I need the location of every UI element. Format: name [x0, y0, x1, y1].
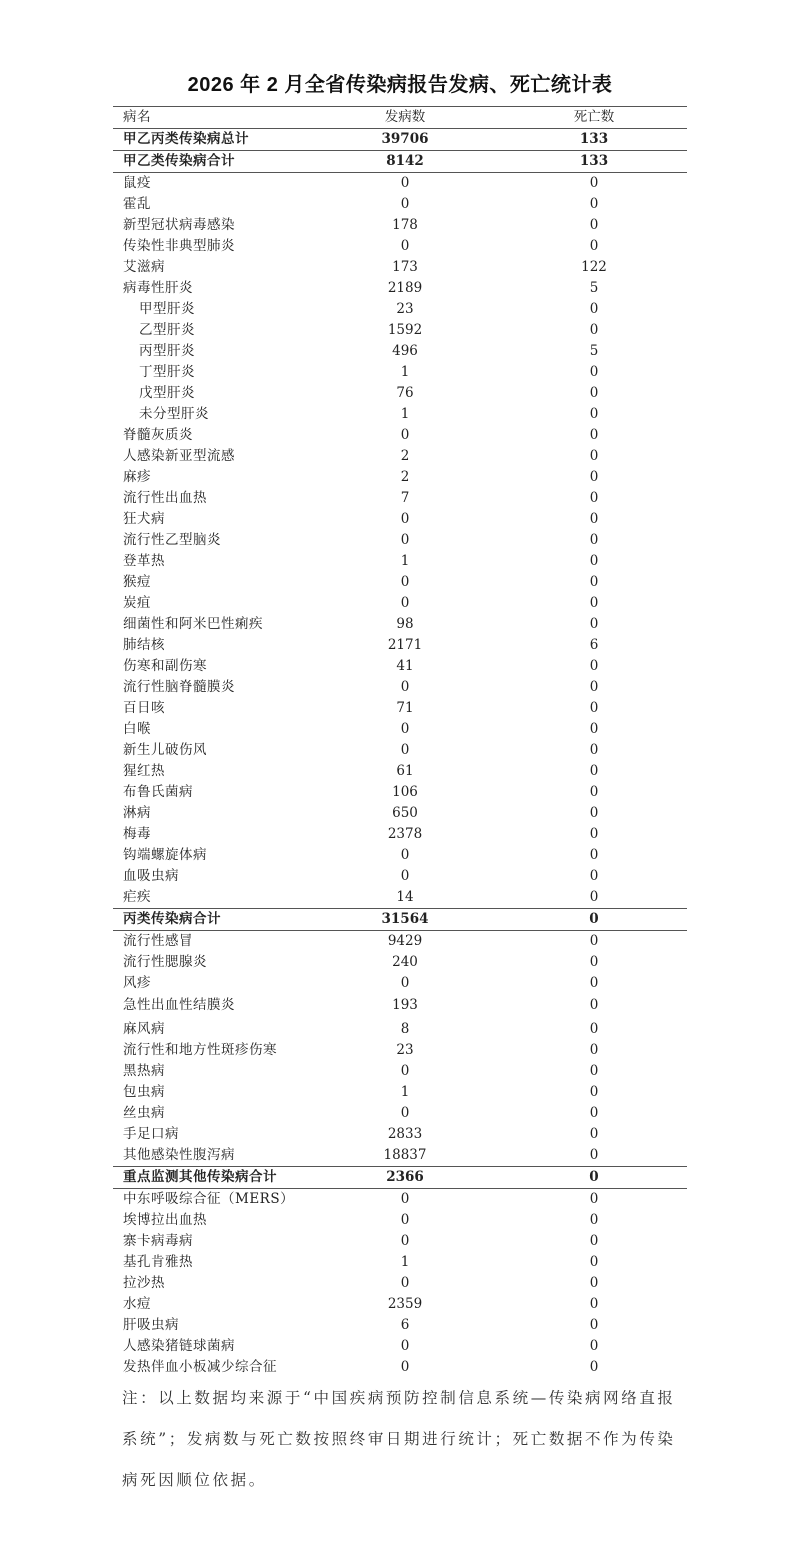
death-count: 0 — [589, 763, 599, 779]
header-cases: 发病数 — [384, 109, 426, 125]
table-row — [113, 614, 687, 635]
table-row — [113, 1040, 687, 1061]
table-row — [113, 656, 687, 677]
case-count: 0 — [400, 868, 410, 884]
case-count: 1 — [400, 1254, 410, 1270]
disease-name: 脊髓灰质炎 — [123, 427, 193, 443]
disease-name: 急性出血性结膜炎 — [123, 997, 235, 1013]
death-count: 0 — [589, 1212, 599, 1228]
death-count: 0 — [589, 217, 599, 233]
disease-name: 猩红热 — [123, 763, 165, 779]
table-row — [113, 952, 687, 973]
death-count: 0 — [589, 1317, 599, 1333]
disease-name: 乙型肝炎 — [139, 322, 195, 338]
case-count: 0 — [400, 1275, 410, 1291]
disease-name: 手足口病 — [123, 1126, 179, 1142]
disease-name: 流行性感冒 — [123, 933, 193, 949]
death-count: 133 — [579, 153, 609, 169]
disease-name: 麻风病 — [123, 1021, 165, 1037]
table-row — [113, 1189, 687, 1210]
table-row — [113, 761, 687, 782]
table-row — [113, 1103, 687, 1124]
death-count: 0 — [589, 1126, 599, 1142]
disease-name: 流行性脑脊髓膜炎 — [123, 679, 235, 695]
disease-name: 疟疾 — [123, 889, 151, 905]
disease-name: 百日咳 — [123, 700, 165, 716]
case-count: 0 — [400, 1191, 410, 1207]
death-count: 0 — [589, 784, 599, 800]
disease-name: 包虫病 — [123, 1084, 165, 1100]
disease-name: 甲乙类传染病合计 — [123, 153, 235, 169]
death-count: 0 — [589, 1254, 599, 1270]
disease-name: 艾滋病 — [123, 259, 165, 275]
disease-name: 重点监测其他传染病合计 — [123, 1169, 277, 1185]
table-row — [113, 425, 687, 446]
disease-name: 丝虫病 — [123, 1105, 165, 1121]
disease-name: 流行性乙型脑炎 — [123, 532, 221, 548]
case-count: 14 — [396, 889, 414, 905]
death-count: 0 — [589, 175, 599, 191]
table-row — [113, 509, 687, 530]
disease-name: 发热伴血小板减少综合征 — [123, 1359, 277, 1375]
table-row — [113, 931, 687, 952]
table-row — [113, 467, 687, 488]
case-count: 1592 — [387, 322, 423, 338]
disease-name: 中东呼吸综合征（MERS） — [123, 1191, 295, 1207]
death-count: 0 — [589, 911, 599, 927]
table-subtotal-row — [113, 151, 687, 173]
case-count: 178 — [392, 217, 418, 233]
disease-name: 丁型肝炎 — [139, 364, 195, 380]
table-row — [113, 446, 687, 467]
case-count: 2378 — [387, 826, 423, 842]
death-count: 0 — [589, 427, 599, 443]
death-count: 0 — [589, 448, 599, 464]
death-count: 0 — [589, 847, 599, 863]
disease-name: 伤寒和副伤寒 — [123, 658, 207, 674]
table-row — [113, 215, 687, 236]
disease-name: 流行性出血热 — [123, 490, 207, 506]
disease-name: 淋病 — [123, 805, 151, 821]
death-count: 0 — [589, 679, 599, 695]
table-subtotal-row — [113, 1166, 687, 1189]
case-count: 2366 — [386, 1169, 424, 1185]
death-count: 0 — [589, 721, 599, 737]
table-row — [113, 1061, 687, 1082]
table-row — [113, 362, 687, 383]
case-count: 193 — [392, 997, 418, 1013]
death-count: 0 — [589, 196, 599, 212]
footnote: 注：以上数据均来源于“中国疾病预防控制信息系统—传染病网络直报系统”；发病数与死亡数按照终审日期进行统计；死亡数据不作为传染病死因顺位依据。 — [122, 1389, 676, 1489]
table-row — [113, 1252, 687, 1273]
case-count: 6 — [400, 1317, 410, 1333]
disease-name: 白喉 — [123, 721, 151, 737]
case-count: 7 — [400, 490, 410, 506]
death-count: 0 — [589, 1338, 599, 1354]
disease-name: 流行性和地方性斑疹伤寒 — [123, 1042, 277, 1058]
disease-name: 未分型肝炎 — [139, 406, 209, 422]
disease-name: 布鲁氏菌病 — [123, 784, 193, 800]
death-count: 0 — [589, 742, 599, 758]
table-row — [113, 194, 687, 215]
case-count: 61 — [396, 763, 414, 779]
disease-name: 新生儿破伤风 — [123, 742, 207, 758]
death-count: 0 — [589, 511, 599, 527]
case-count: 173 — [392, 259, 418, 275]
death-count: 5 — [589, 280, 599, 296]
death-count: 0 — [589, 826, 599, 842]
case-count: 0 — [400, 595, 410, 611]
case-count: 1 — [400, 364, 410, 380]
death-count: 0 — [589, 1296, 599, 1312]
table-row — [113, 572, 687, 593]
disease-name: 其他感染性腹泻病 — [123, 1147, 235, 1163]
table-row — [113, 1273, 687, 1294]
case-count: 106 — [392, 784, 418, 800]
table-row — [113, 824, 687, 845]
table-row — [113, 635, 687, 656]
statistics-table — [113, 106, 687, 1378]
case-count: 1 — [400, 406, 410, 422]
table-row — [113, 383, 687, 404]
case-count: 18837 — [383, 1147, 427, 1163]
death-count: 0 — [589, 490, 599, 506]
table-row — [113, 1124, 687, 1145]
death-count: 0 — [589, 301, 599, 317]
disease-name: 人感染新亚型流感 — [123, 448, 235, 464]
death-count: 0 — [589, 616, 599, 632]
death-count: 0 — [589, 574, 599, 590]
death-count: 0 — [589, 1063, 599, 1079]
case-count: 76 — [396, 385, 414, 401]
table-row — [113, 278, 687, 299]
case-count: 650 — [392, 805, 418, 821]
death-count: 0 — [589, 1147, 599, 1163]
death-count: 0 — [589, 1359, 599, 1375]
table-body — [113, 129, 687, 1378]
case-count: 0 — [400, 574, 410, 590]
death-count: 0 — [589, 1021, 599, 1037]
table-row — [113, 845, 687, 866]
case-count: 0 — [400, 427, 410, 443]
table-row — [113, 1019, 687, 1040]
case-count: 9429 — [387, 933, 423, 949]
disease-name: 人感染猪链球菌病 — [123, 1338, 235, 1354]
case-count: 0 — [400, 196, 410, 212]
death-count: 0 — [589, 805, 599, 821]
table-row — [113, 488, 687, 509]
disease-name: 基孔肯雅热 — [123, 1254, 193, 1270]
disease-name: 血吸虫病 — [123, 868, 179, 884]
table-header-row — [113, 107, 687, 129]
disease-name: 寨卡病毒病 — [123, 1233, 193, 1249]
table-row — [113, 1145, 687, 1166]
table-row — [113, 299, 687, 320]
death-count: 0 — [589, 868, 599, 884]
death-count: 133 — [579, 131, 609, 147]
table-row — [113, 341, 687, 362]
table-subtotal-row — [113, 908, 687, 931]
death-count: 0 — [589, 1042, 599, 1058]
disease-name: 传染性非典型肺炎 — [123, 238, 235, 254]
disease-name: 黑热病 — [123, 1063, 165, 1079]
death-count: 0 — [589, 385, 599, 401]
disease-name: 炭疽 — [123, 595, 151, 611]
case-count: 8 — [400, 1021, 410, 1037]
death-count: 0 — [589, 238, 599, 254]
disease-name: 霍乱 — [123, 196, 151, 212]
death-count: 0 — [589, 975, 599, 991]
disease-name: 梅毒 — [123, 826, 151, 842]
table-row — [113, 530, 687, 551]
case-count: 0 — [400, 1338, 410, 1354]
death-count: 0 — [589, 700, 599, 716]
case-count: 2359 — [387, 1296, 423, 1312]
page-title: 2026 年 2 月全省传染病报告发病、死亡统计表 — [187, 74, 613, 96]
table-row — [113, 782, 687, 803]
case-count: 0 — [400, 238, 410, 254]
case-count: 39706 — [381, 131, 429, 147]
case-count: 0 — [400, 1105, 410, 1121]
table-row — [113, 677, 687, 698]
death-count: 0 — [589, 322, 599, 338]
disease-name: 水痘 — [123, 1296, 151, 1312]
case-count: 0 — [400, 1233, 410, 1249]
disease-name: 病毒性肝炎 — [123, 280, 193, 296]
disease-name: 登革热 — [123, 553, 165, 569]
death-count: 0 — [589, 1275, 599, 1291]
case-count: 1 — [400, 553, 410, 569]
table-row — [113, 1294, 687, 1315]
table-row — [113, 698, 687, 719]
table-row — [113, 257, 687, 278]
death-count: 0 — [589, 1169, 599, 1185]
case-count: 0 — [400, 1212, 410, 1228]
table-row — [113, 1231, 687, 1252]
disease-name: 肺结核 — [123, 637, 165, 653]
disease-name: 风疹 — [123, 975, 151, 991]
disease-name: 猴痘 — [123, 574, 151, 590]
table-row — [113, 173, 687, 194]
disease-name: 肝吸虫病 — [123, 1317, 179, 1333]
table-row — [113, 1315, 687, 1336]
death-count: 0 — [589, 954, 599, 970]
case-count: 2171 — [387, 637, 423, 653]
case-count: 0 — [400, 847, 410, 863]
table-row — [113, 866, 687, 887]
death-count: 0 — [589, 997, 599, 1013]
death-count: 0 — [589, 933, 599, 949]
case-count: 23 — [396, 1042, 414, 1058]
death-count: 122 — [581, 259, 607, 275]
disease-name: 丙型肝炎 — [139, 343, 195, 359]
case-count: 2833 — [387, 1126, 423, 1142]
disease-name: 戊型肝炎 — [139, 385, 195, 401]
case-count: 98 — [396, 616, 414, 632]
death-count: 0 — [589, 889, 599, 905]
disease-name: 新型冠状病毒感染 — [123, 217, 235, 233]
header-deaths: 死亡数 — [573, 109, 615, 125]
death-count: 0 — [589, 364, 599, 380]
table-row — [113, 236, 687, 257]
disease-name: 狂犬病 — [123, 511, 165, 527]
death-count: 0 — [589, 1105, 599, 1121]
table-row — [113, 803, 687, 824]
death-count: 0 — [589, 658, 599, 674]
case-count: 31564 — [381, 911, 429, 927]
disease-name: 埃博拉出血热 — [123, 1212, 207, 1228]
disease-name: 细菌性和阿米巴性痢疾 — [123, 616, 263, 632]
table-row — [113, 404, 687, 425]
case-count: 0 — [400, 721, 410, 737]
case-count: 0 — [400, 175, 410, 191]
case-count: 2189 — [387, 280, 423, 296]
case-count: 0 — [400, 1063, 410, 1079]
table-row — [113, 994, 687, 1019]
disease-name: 流行性腮腺炎 — [123, 954, 207, 970]
disease-name: 甲型肝炎 — [139, 301, 195, 317]
header-name: 病名 — [123, 109, 151, 125]
table-row — [113, 1210, 687, 1231]
table-row — [113, 320, 687, 341]
disease-name: 麻疹 — [123, 469, 151, 485]
case-count: 0 — [400, 1359, 410, 1375]
table-row — [113, 1357, 687, 1378]
case-count: 0 — [400, 679, 410, 695]
death-count: 0 — [589, 1233, 599, 1249]
disease-name: 丙类传染病合计 — [123, 911, 221, 927]
case-count: 1 — [400, 1084, 410, 1100]
table-subtotal-row — [113, 129, 687, 151]
table-row — [113, 1082, 687, 1103]
case-count: 41 — [396, 658, 414, 674]
case-count: 23 — [396, 301, 414, 317]
case-count: 2 — [400, 448, 410, 464]
case-count: 0 — [400, 742, 410, 758]
disease-name: 鼠疫 — [123, 175, 151, 191]
table-row — [113, 1336, 687, 1357]
death-count: 5 — [589, 343, 599, 359]
death-count: 0 — [589, 469, 599, 485]
case-count: 2 — [400, 469, 410, 485]
case-count: 71 — [396, 700, 414, 716]
disease-name: 钩端螺旋体病 — [123, 847, 207, 863]
death-count: 0 — [589, 553, 599, 569]
death-count: 0 — [589, 1084, 599, 1100]
table-row — [113, 973, 687, 994]
table-row — [113, 551, 687, 572]
case-count: 240 — [392, 954, 418, 970]
table-row — [113, 593, 687, 614]
death-count: 0 — [589, 595, 599, 611]
death-count: 0 — [589, 532, 599, 548]
death-count: 0 — [589, 406, 599, 422]
disease-name: 拉沙热 — [123, 1275, 165, 1291]
case-count: 496 — [392, 343, 418, 359]
case-count: 0 — [400, 511, 410, 527]
case-count: 0 — [400, 532, 410, 548]
table-row — [113, 740, 687, 761]
case-count: 0 — [400, 975, 410, 991]
death-count: 0 — [589, 1191, 599, 1207]
table-row — [113, 719, 687, 740]
disease-name: 甲乙丙类传染病总计 — [123, 131, 249, 147]
table-row — [113, 887, 687, 908]
case-count: 8142 — [386, 153, 424, 169]
death-count: 6 — [589, 637, 599, 653]
